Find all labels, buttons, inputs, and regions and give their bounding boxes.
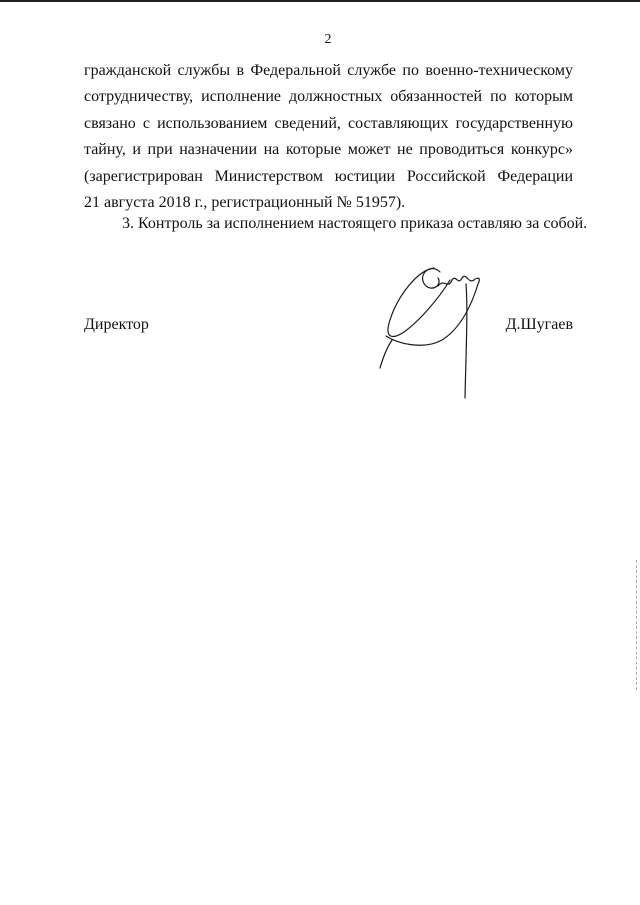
paragraph-line: сотрудничеству, исполнение должностных обязанностей по которым <box>84 88 573 106</box>
scan-edge-marks <box>636 560 639 690</box>
continuation-paragraph <box>84 58 573 216</box>
item-3-paragraph: 3. Контроль за исполнением настоящего приказа оставляю за собой. <box>122 215 588 232</box>
page-number: 2 <box>324 32 332 47</box>
paragraph-line: (зарегистрирован Министерством юстиции Российской Федерации <box>84 167 573 185</box>
paragraph-line: гражданской службы в Федеральной службе по военно-техническому <box>84 62 573 79</box>
paragraph-line: связано с использованием сведений, составляющих государственную <box>84 114 573 132</box>
signatory-position: Директор <box>84 316 149 333</box>
scan-top-edge <box>0 0 640 2</box>
paragraph-line: 21 августа 2018 г., регистрационный № 51957). <box>84 194 406 212</box>
signatory-name: Д.Шугаев <box>505 316 573 333</box>
paragraph-line: тайну, и при назначении на которые может не проводиться конкурс» <box>84 141 573 159</box>
handwritten-signature <box>378 250 488 400</box>
